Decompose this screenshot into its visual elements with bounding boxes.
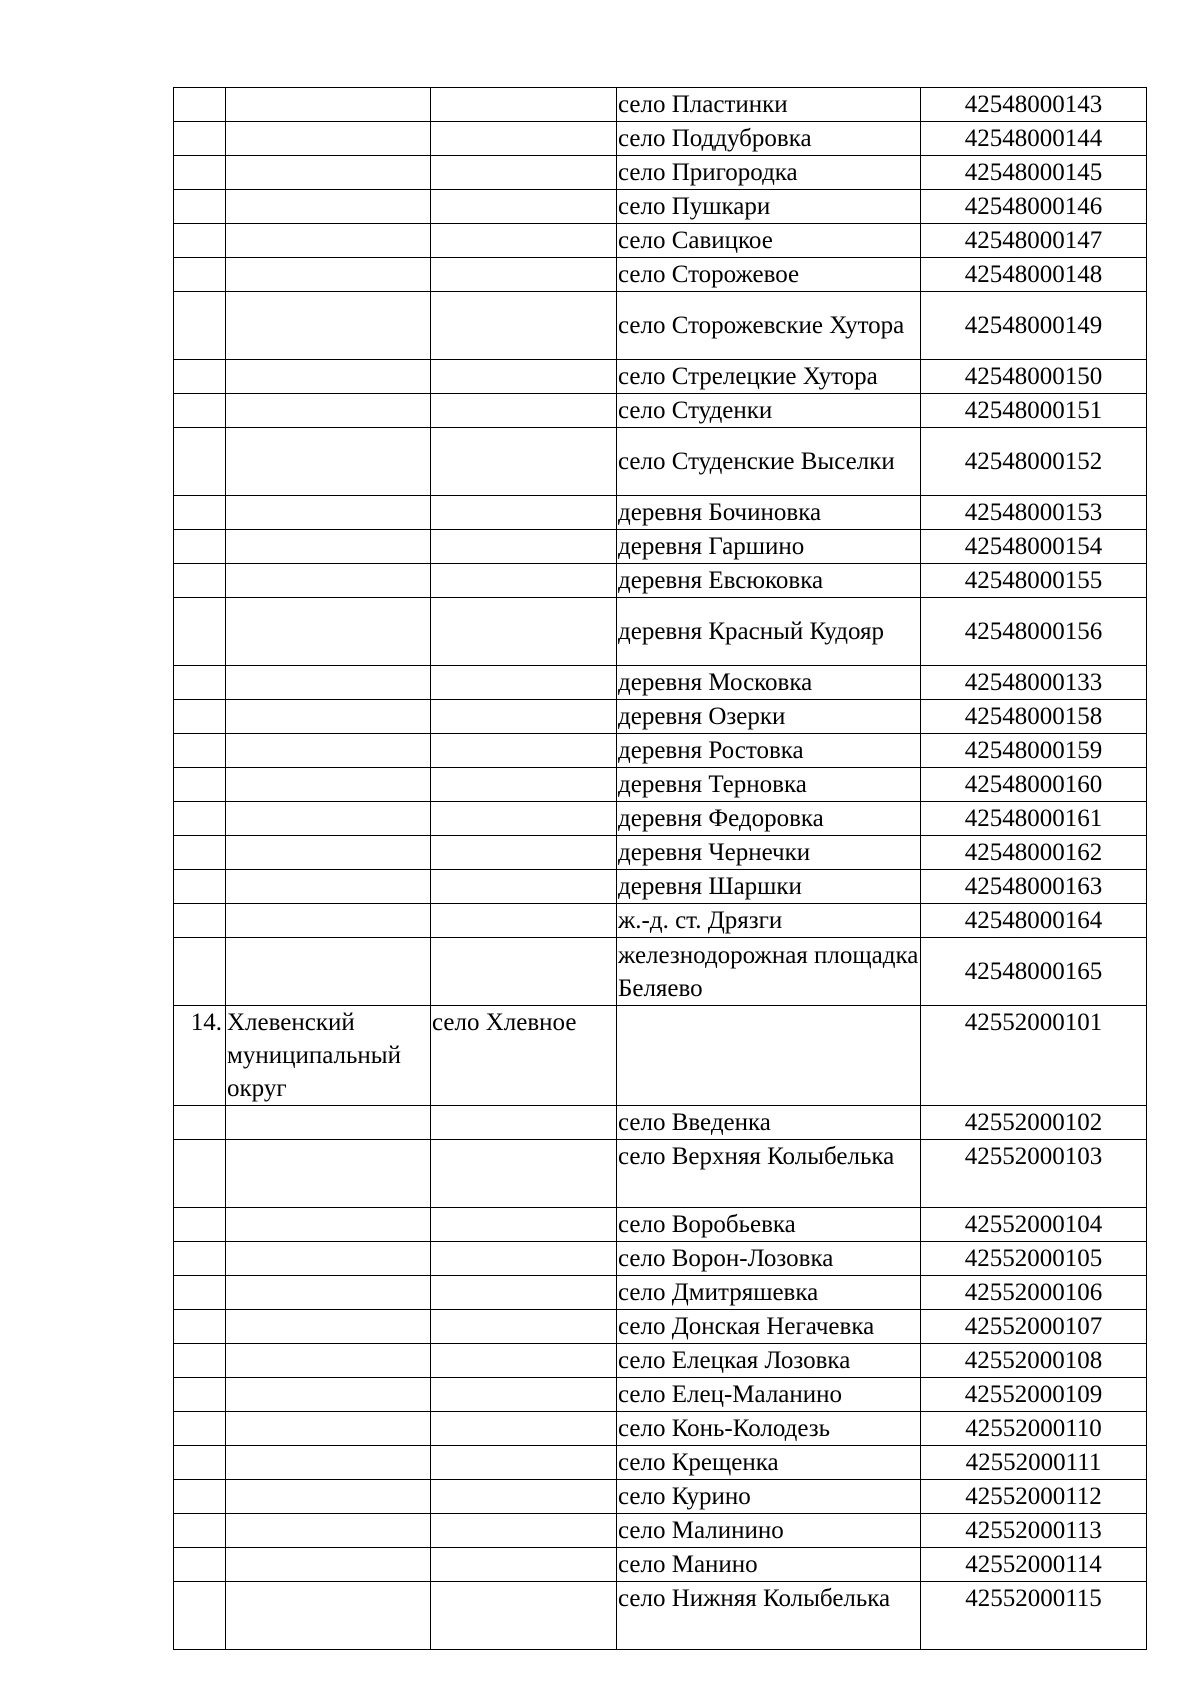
oktmo-code: 42548000152 <box>921 428 1147 496</box>
admin-center <box>431 1276 617 1310</box>
row-number <box>174 496 226 530</box>
row-number <box>174 224 226 258</box>
table-row <box>174 156 1147 190</box>
settlement-name: деревня Московка <box>617 666 921 700</box>
admin-center <box>431 700 617 734</box>
admin-center <box>431 802 617 836</box>
settlement-name: село Манино <box>617 1548 921 1582</box>
row-number <box>174 802 226 836</box>
table-row <box>174 394 1147 428</box>
table-row <box>174 1242 1147 1276</box>
admin-center <box>431 938 617 1006</box>
oktmo-code: 42548000146 <box>921 190 1147 224</box>
oktmo-code: 42548000144 <box>921 122 1147 156</box>
district-name <box>226 530 431 564</box>
settlement-name: село Нижняя Колыбелька <box>617 1582 921 1650</box>
row-number <box>174 1242 226 1276</box>
admin-center <box>431 1446 617 1480</box>
settlement-name: деревня Евсюковка <box>617 564 921 598</box>
admin-center <box>431 122 617 156</box>
district-name <box>226 700 431 734</box>
district-name <box>226 904 431 938</box>
table-row <box>174 768 1147 802</box>
district-name: Хлевенский муниципальный округ <box>226 1006 431 1106</box>
table-row <box>174 1378 1147 1412</box>
row-number <box>174 598 226 666</box>
table-row <box>174 1208 1147 1242</box>
oktmo-code: 42548000153 <box>921 496 1147 530</box>
admin-center <box>431 360 617 394</box>
row-number <box>174 1140 226 1208</box>
settlement-name: село Курино <box>617 1480 921 1514</box>
oktmo-code: 42552000111 <box>921 1446 1147 1480</box>
row-number <box>174 836 226 870</box>
settlement-name: деревня Красный Кудояр <box>617 598 921 666</box>
row-number <box>174 1446 226 1480</box>
admin-center <box>431 1106 617 1140</box>
district-name <box>226 1446 431 1480</box>
admin-center <box>431 598 617 666</box>
admin-center <box>431 258 617 292</box>
row-number <box>174 1208 226 1242</box>
table-row <box>174 1310 1147 1344</box>
table-row <box>174 88 1147 122</box>
row-number <box>174 1106 226 1140</box>
table-row <box>174 904 1147 938</box>
oktmo-code: 42552000108 <box>921 1344 1147 1378</box>
table-row <box>174 1344 1147 1378</box>
oktmo-code: 42548000164 <box>921 904 1147 938</box>
oktmo-code: 42552000112 <box>921 1480 1147 1514</box>
settlements-table <box>173 87 1147 1650</box>
settlement-name: село Крещенка <box>617 1446 921 1480</box>
table-row <box>174 428 1147 496</box>
oktmo-code: 42548000133 <box>921 666 1147 700</box>
district-name <box>226 768 431 802</box>
row-number <box>174 734 226 768</box>
admin-center <box>431 768 617 802</box>
table-row <box>174 258 1147 292</box>
settlement-name: деревня Гаршино <box>617 530 921 564</box>
admin-center <box>431 1548 617 1582</box>
settlement-name: село Дмитряшевка <box>617 1276 921 1310</box>
row-number <box>174 360 226 394</box>
admin-center <box>431 1378 617 1412</box>
row-number <box>174 870 226 904</box>
district-name <box>226 156 431 190</box>
admin-center <box>431 1412 617 1446</box>
oktmo-code: 42552000103 <box>921 1140 1147 1208</box>
district-name <box>226 292 431 360</box>
oktmo-code: 42548000143 <box>921 88 1147 122</box>
district-name <box>226 1480 431 1514</box>
district-name <box>226 1106 431 1140</box>
row-number <box>174 394 226 428</box>
row-number <box>174 88 226 122</box>
oktmo-code: 42552000114 <box>921 1548 1147 1582</box>
admin-center <box>431 292 617 360</box>
settlement-name: село Студенки <box>617 394 921 428</box>
settlement-name: село Студенские Выселки <box>617 428 921 496</box>
oktmo-code: 42548000156 <box>921 598 1147 666</box>
settlement-name: деревня Шаршки <box>617 870 921 904</box>
district-name <box>226 836 431 870</box>
oktmo-code: 42552000101 <box>921 1006 1147 1106</box>
table-row <box>174 360 1147 394</box>
admin-center <box>431 1208 617 1242</box>
district-name <box>226 802 431 836</box>
settlement-name: деревня Ростовка <box>617 734 921 768</box>
district-name <box>226 1582 431 1650</box>
settlement-name: деревня Терновка <box>617 768 921 802</box>
table-row <box>174 1140 1147 1208</box>
table-row <box>174 734 1147 768</box>
settlement-name: деревня Чернечки <box>617 836 921 870</box>
settlement-name: село Верхняя Колыбелька <box>617 1140 921 1208</box>
oktmo-code: 42548000163 <box>921 870 1147 904</box>
admin-center <box>431 530 617 564</box>
table-row <box>174 802 1147 836</box>
table-row <box>174 1514 1147 1548</box>
admin-center <box>431 224 617 258</box>
row-number <box>174 428 226 496</box>
district-name <box>226 1140 431 1208</box>
settlement-name: село Малинино <box>617 1514 921 1548</box>
row-number <box>174 700 226 734</box>
settlement-name: село Ворон-Лозовка <box>617 1242 921 1276</box>
table-body <box>174 88 1147 1650</box>
settlement-name: село Сторожевое <box>617 258 921 292</box>
table-row <box>174 122 1147 156</box>
table-row <box>174 598 1147 666</box>
row-number <box>174 258 226 292</box>
district-name <box>226 870 431 904</box>
table-row <box>174 700 1147 734</box>
row-number <box>174 1582 226 1650</box>
oktmo-code: 42552000105 <box>921 1242 1147 1276</box>
oktmo-code: 42552000106 <box>921 1276 1147 1310</box>
district-name <box>226 598 431 666</box>
settlement-name: село Конь-Колодезь <box>617 1412 921 1446</box>
oktmo-code: 42548000165 <box>921 938 1147 1006</box>
settlement-name: село Введенка <box>617 1106 921 1140</box>
admin-center <box>431 1242 617 1276</box>
settlement-name: село Сторожевские Хутора <box>617 292 921 360</box>
oktmo-code: 42552000102 <box>921 1106 1147 1140</box>
admin-center <box>431 734 617 768</box>
district-name <box>226 1276 431 1310</box>
oktmo-code: 42548000154 <box>921 530 1147 564</box>
oktmo-code: 42548000150 <box>921 360 1147 394</box>
district-name <box>226 190 431 224</box>
row-number <box>174 530 226 564</box>
settlement-name: село Елец-Маланино <box>617 1378 921 1412</box>
row-number: 14. <box>174 1006 226 1106</box>
district-name <box>226 88 431 122</box>
oktmo-code: 42552000104 <box>921 1208 1147 1242</box>
table-row <box>174 1548 1147 1582</box>
table-row <box>174 1006 1147 1106</box>
settlement-name: село Стрелецкие Хутора <box>617 360 921 394</box>
district-name <box>226 1548 431 1582</box>
settlement-name: село Елецкая Лозовка <box>617 1344 921 1378</box>
settlement-name: село Воробьевка <box>617 1208 921 1242</box>
row-number <box>174 1548 226 1582</box>
oktmo-code: 42552000115 <box>921 1582 1147 1650</box>
oktmo-code: 42548000158 <box>921 700 1147 734</box>
oktmo-code: 42548000160 <box>921 768 1147 802</box>
district-name <box>226 1208 431 1242</box>
row-number <box>174 122 226 156</box>
district-name <box>226 938 431 1006</box>
oktmo-code: 42552000107 <box>921 1310 1147 1344</box>
table-row <box>174 1446 1147 1480</box>
district-name <box>226 734 431 768</box>
oktmo-code: 42548000161 <box>921 802 1147 836</box>
admin-center <box>431 156 617 190</box>
admin-center <box>431 1310 617 1344</box>
district-name <box>226 1378 431 1412</box>
admin-center <box>431 666 617 700</box>
settlement-name: село Пригородка <box>617 156 921 190</box>
oktmo-code: 42548000148 <box>921 258 1147 292</box>
admin-center <box>431 1582 617 1650</box>
table-row <box>174 1480 1147 1514</box>
table-row <box>174 530 1147 564</box>
settlement-name: село Пластинки <box>617 88 921 122</box>
row-number <box>174 292 226 360</box>
district-name <box>226 122 431 156</box>
district-name <box>226 564 431 598</box>
admin-center <box>431 88 617 122</box>
district-name <box>226 428 431 496</box>
row-number <box>174 1412 226 1446</box>
oktmo-code: 42548000151 <box>921 394 1147 428</box>
district-name <box>226 1344 431 1378</box>
admin-center <box>431 190 617 224</box>
row-number <box>174 1344 226 1378</box>
table-row <box>174 564 1147 598</box>
settlement-name: деревня Федоровка <box>617 802 921 836</box>
settlement-name: село Пушкари <box>617 190 921 224</box>
admin-center <box>431 870 617 904</box>
admin-center <box>431 1344 617 1378</box>
table-row <box>174 496 1147 530</box>
row-number <box>174 1310 226 1344</box>
district-name <box>226 258 431 292</box>
table-row <box>174 666 1147 700</box>
oktmo-code: 42548000149 <box>921 292 1147 360</box>
settlement-name: село Савицкое <box>617 224 921 258</box>
table-row <box>174 938 1147 1006</box>
table-row <box>174 1412 1147 1446</box>
row-number <box>174 1378 226 1412</box>
oktmo-code: 42548000155 <box>921 564 1147 598</box>
table-row <box>174 870 1147 904</box>
row-number <box>174 938 226 1006</box>
district-name <box>226 1412 431 1446</box>
oktmo-code: 42552000109 <box>921 1378 1147 1412</box>
table-row <box>174 292 1147 360</box>
table-row <box>174 190 1147 224</box>
district-name <box>226 1242 431 1276</box>
oktmo-code: 42548000145 <box>921 156 1147 190</box>
oktmo-code: 42552000110 <box>921 1412 1147 1446</box>
admin-center <box>431 564 617 598</box>
district-name <box>226 666 431 700</box>
oktmo-code: 42548000162 <box>921 836 1147 870</box>
oktmo-code: 42548000147 <box>921 224 1147 258</box>
settlement-name: ж.-д. ст. Дрязги <box>617 904 921 938</box>
admin-center <box>431 1514 617 1548</box>
admin-center <box>431 1480 617 1514</box>
settlement-name <box>617 1006 921 1106</box>
admin-center <box>431 428 617 496</box>
district-name <box>226 394 431 428</box>
row-number <box>174 190 226 224</box>
oktmo-code: 42548000159 <box>921 734 1147 768</box>
row-number <box>174 1514 226 1548</box>
district-name <box>226 1310 431 1344</box>
row-number <box>174 564 226 598</box>
settlement-name: деревня Бочиновка <box>617 496 921 530</box>
row-number <box>174 1276 226 1310</box>
district-name <box>226 224 431 258</box>
table-row <box>174 1106 1147 1140</box>
district-name <box>226 1514 431 1548</box>
settlement-name: деревня Озерки <box>617 700 921 734</box>
settlement-name: железнодорожная площадка Беляево <box>617 938 921 1006</box>
row-number <box>174 156 226 190</box>
admin-center <box>431 836 617 870</box>
admin-center <box>431 394 617 428</box>
table-row <box>174 224 1147 258</box>
table-row <box>174 1582 1147 1650</box>
settlement-name: село Донская Негачевка <box>617 1310 921 1344</box>
admin-center <box>431 496 617 530</box>
settlement-name: село Поддубровка <box>617 122 921 156</box>
district-name <box>226 496 431 530</box>
district-name <box>226 360 431 394</box>
oktmo-code: 42552000113 <box>921 1514 1147 1548</box>
table-row <box>174 1276 1147 1310</box>
admin-center: село Хлевное <box>431 1006 617 1106</box>
row-number <box>174 666 226 700</box>
table-row <box>174 836 1147 870</box>
admin-center <box>431 1140 617 1208</box>
row-number <box>174 768 226 802</box>
admin-center <box>431 904 617 938</box>
row-number <box>174 904 226 938</box>
row-number <box>174 1480 226 1514</box>
